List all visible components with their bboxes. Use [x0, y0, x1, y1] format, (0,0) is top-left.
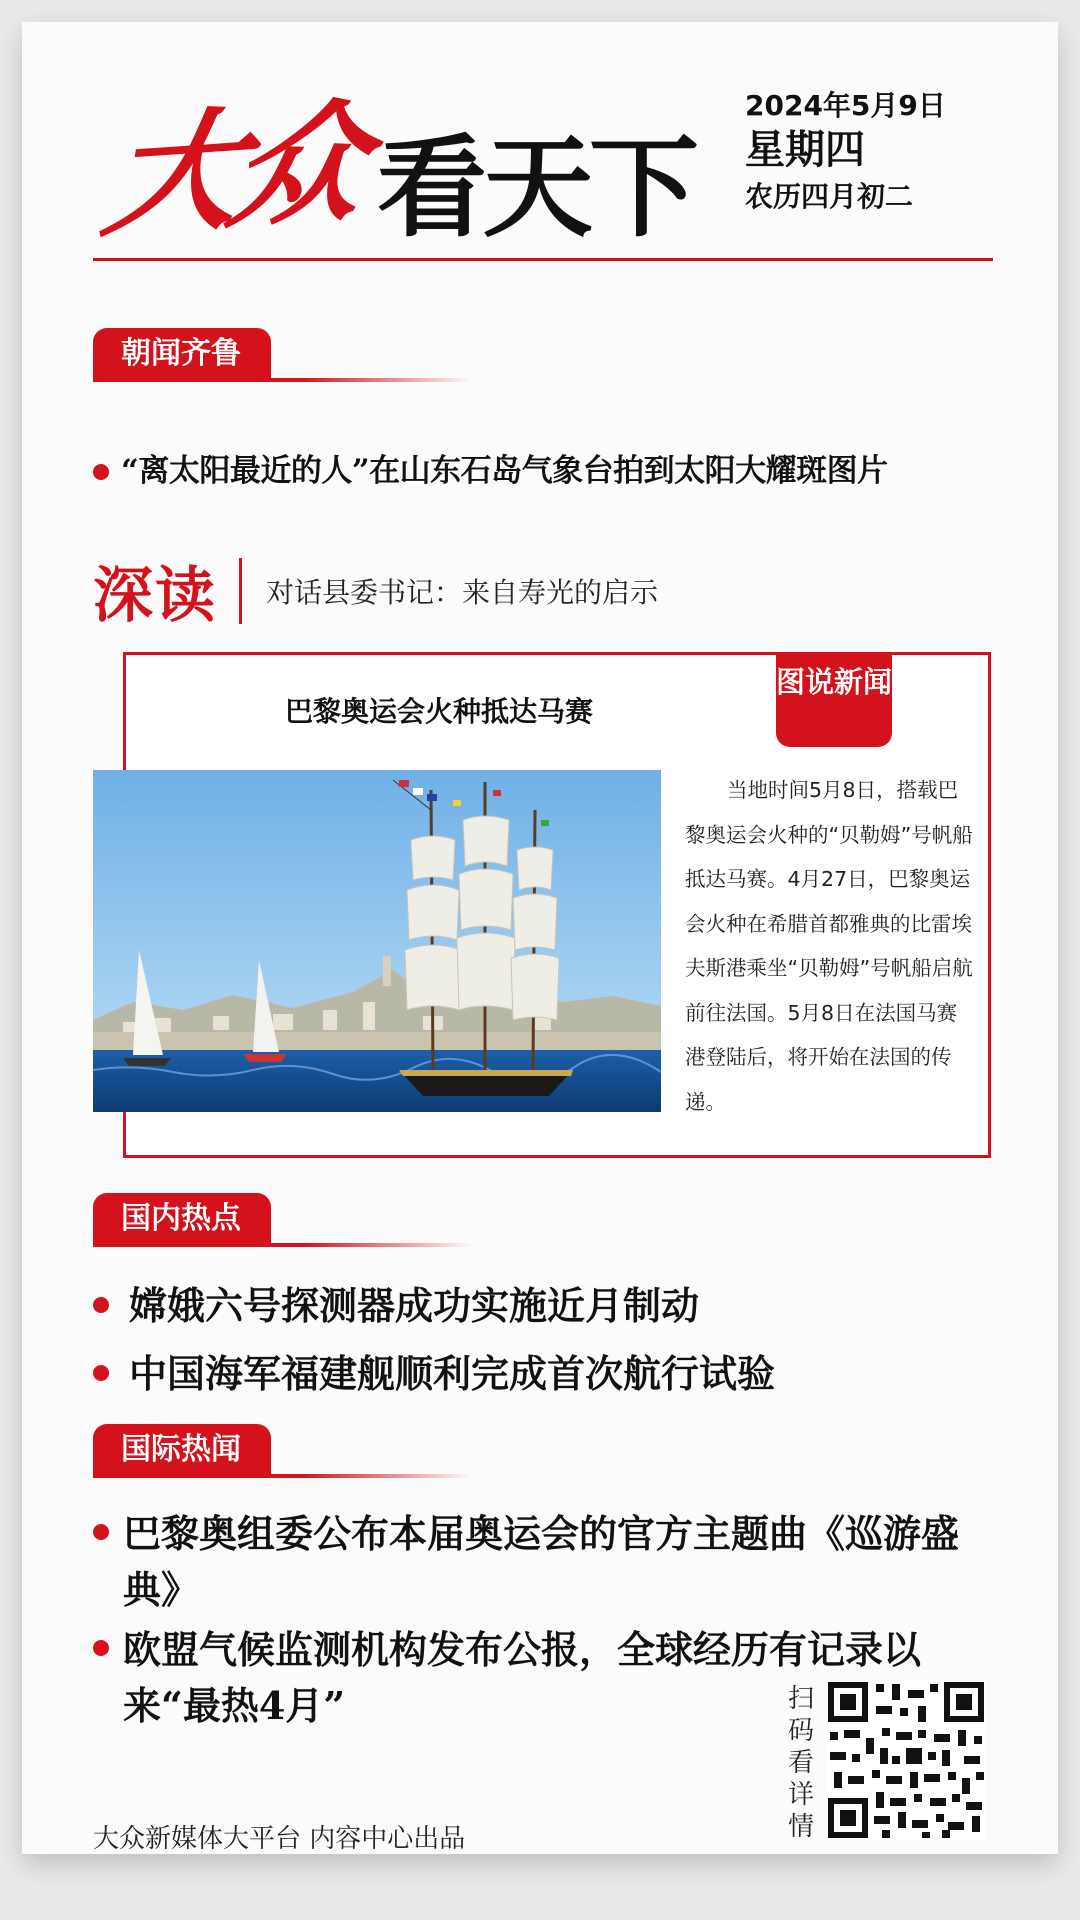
news-item[interactable]	[93, 448, 888, 494]
section-tab-label: 朝闻齐鲁	[93, 328, 271, 380]
deep-read-title: 深读	[93, 561, 217, 631]
lunar-date-text: 农历四月初二	[745, 180, 914, 213]
ship-illustration	[93, 770, 661, 1112]
qr-code[interactable]	[826, 1680, 986, 1840]
photo-news-badge: 图说新闻	[776, 655, 892, 747]
news-item-text: 欧盟气候监测机构发布公报，全球经历有记录以来“最热4月”	[123, 1627, 922, 1728]
photo-news-title: 巴黎奥运会火种抵达马赛	[285, 695, 594, 728]
deep-read-divider	[239, 558, 242, 624]
date-text: 2024年5月9日	[745, 89, 946, 122]
news-item-text: 巴黎奥组委公布本届奥运会的官方主题曲《巡游盛典》	[123, 1511, 960, 1612]
news-item-text: 中国海军福建舰顺利完成首次航行试验	[129, 1351, 776, 1396]
section-tab-label: 国际热闻	[93, 1424, 271, 1476]
bullet-dot-icon	[93, 1524, 109, 1540]
news-item[interactable]	[93, 1506, 988, 1618]
bullet-dot-icon	[93, 1365, 109, 1381]
section-tab-label: 国内热点	[93, 1193, 271, 1245]
logo-black-text: 看天下	[377, 124, 695, 252]
bullet-dot-icon	[93, 464, 109, 480]
section-tab-domestic	[93, 1193, 271, 1247]
weekday-text: 星期四	[745, 127, 865, 173]
news-item[interactable]	[93, 1349, 775, 1399]
bullet-dot-icon	[93, 1297, 109, 1313]
date-block	[745, 88, 946, 214]
header-divider	[93, 258, 993, 261]
logo-red-text: 大众	[94, 84, 370, 257]
deep-read-banner[interactable]	[93, 548, 658, 634]
footer-brand: 大众新媒体大平台 内容中心出品	[93, 1824, 466, 1854]
news-item[interactable]	[93, 1281, 699, 1331]
news-item-text: 嫦娥六号探测器成功实施近月制动	[129, 1283, 700, 1328]
bullet-dot-icon	[93, 1640, 109, 1656]
qr-label: 扫码看详情	[787, 1684, 814, 1842]
masthead-logo	[94, 70, 712, 257]
section-tab-international	[93, 1424, 271, 1478]
section-tab-local	[93, 328, 271, 382]
photo-news-caption: 当地时间5月8日，搭载巴黎奥运会火种的“贝勒姆”号帆船抵达马赛。4月27日，巴黎奥运会火种在希腊首都雅典的比雷埃夫斯港乘坐“贝勒姆”号帆船启航前往法国。5月8日在法国马赛港登陆后，将开始在法国的传递。	[685, 778, 973, 1114]
deep-read-subtitle: 对话县委书记：来自寿光的启示	[266, 576, 659, 609]
news-item-text: “离太阳最近的人”在山东石岛气象台拍到太阳大耀斑图片	[121, 453, 888, 489]
qr-code-icon	[826, 1680, 986, 1840]
tall-ship-photo[interactable]	[93, 770, 661, 1112]
